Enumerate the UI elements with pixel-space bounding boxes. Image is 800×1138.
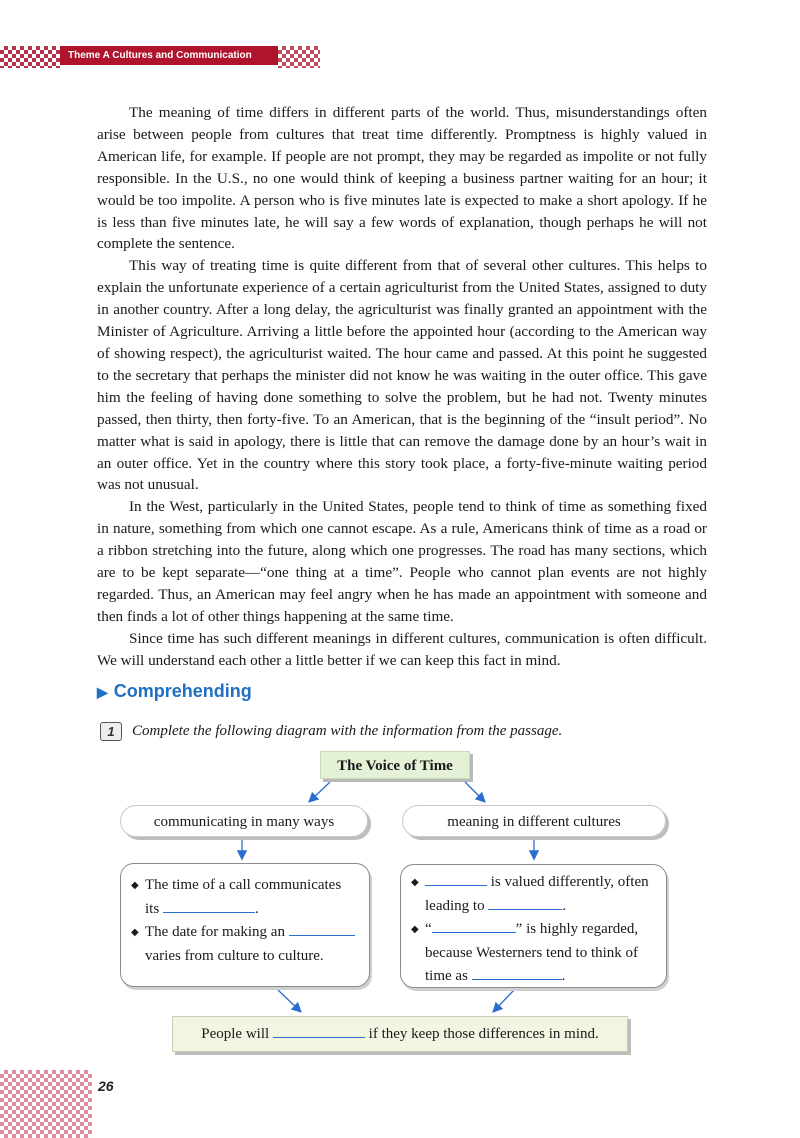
diamond-bullet-icon: ◆ [131,880,139,891]
answer-blank[interactable] [163,898,255,913]
diamond-bullet-icon: ◆ [411,877,419,888]
right-heading-box: meaning in different cultures [402,805,666,837]
paragraph-4: Since time has such different meanings in different cultures, communication is often difficult. We will understand each other a little better if we can keep this fact in mind. [97,629,707,669]
answer-blank[interactable] [425,871,487,886]
right-detail-box [400,864,667,988]
left-detail-box [120,863,370,987]
left-item-1: ◆ The time of a call communicates its . [131,874,359,921]
arrow-right-to-result [494,990,514,1011]
section-title: Comprehending [113,681,252,701]
diamond-bullet-icon: ◆ [411,924,419,935]
answer-blank[interactable] [472,965,562,980]
arrow-left-to-result [278,990,300,1011]
left-item-2: ◆ The date for making an varies from culture to culture. [131,921,359,968]
pixel-decoration-corner [0,1070,92,1138]
answer-blank[interactable] [432,918,516,933]
answer-blank[interactable] [273,1023,365,1038]
page-number: 26 [98,1078,114,1094]
arrow-title-to-right [465,782,484,801]
result-box: People will if they keep those differences in mind. [172,1016,628,1052]
arrow-title-to-left [310,782,330,801]
triangle-icon: ▶ [97,684,108,700]
task-number-badge: 1 [100,722,122,741]
task-text: Complete the following diagram with the information from the passage. [132,723,563,739]
paragraph-2: This way of treating time is quite different from that of several other cultures. This helps to explain the unfortunate experience of a certain agriculturist from the United States, assigned to duty in another country. After a long delay, the agriculturist was finally granted an appointment with the Minister of Agriculture. Arriving a little before the appointed hour (according to the American way of showing respect), the agriculturist waited. The hour came and passed. At this point he suggested to the secretary that perhaps the minister did not know he was waiting in the outer office. This gave him the feeling of having done something to solve the problem, but he had not. Twenty minutes passed, then thirty, then forty-five. To an American, that is the beginning of the “insult period”. No matter what is said in apology, there is little that can remove the damage done by an hour’s wait in an outer office. Yet in the country where this story took place, a forty-five-minute waiting period was not unusual. [97,257,707,494]
theme-label: Theme A Cultures and Communication [60,46,278,65]
diagram-title-box: The Voice of Time [320,751,470,779]
left-heading-box: communicating in many ways [120,805,368,837]
answer-blank[interactable] [289,921,355,936]
right-item-1: ◆ is valued differently, often leading to . [411,871,656,918]
diamond-bullet-icon: ◆ [131,927,139,938]
paragraph-3: In the West, particularly in the United States, people tend to think of time as something fixed in nature, something from which one cannot escape. As a rule, Americans think of time as a road or a ribbon stretching into the future, along which one progresses. The road has many sections, which are to be kept separate—“one thing at a time”. People who cannot plan events are not highly regarded. Thus, an American may feel angry when he has made an appointment with someone and then finds a lot of other things happening at the same time. [97,498,707,625]
answer-blank[interactable] [488,895,562,910]
right-item-2: ◆ “ ” is highly regarded, because Westerners tend to think of time as . [411,918,656,989]
paragraph-1: The meaning of time differs in different parts of the world. Thus, misunderstandings often arise between people from cultures that treat time differently. Promptness is highly valued in American life, for example. If people are not prompt, they may be regarded as impolite or not fully responsible. In the U.S., no one would think of keeping a business partner waiting for an hour; it would be too impolite. A person who is five minutes late is expected to make a short apology. If he is less than five minutes late, he will say a few words of explanation, though perhaps he will not complete the sentence. [97,104,707,253]
